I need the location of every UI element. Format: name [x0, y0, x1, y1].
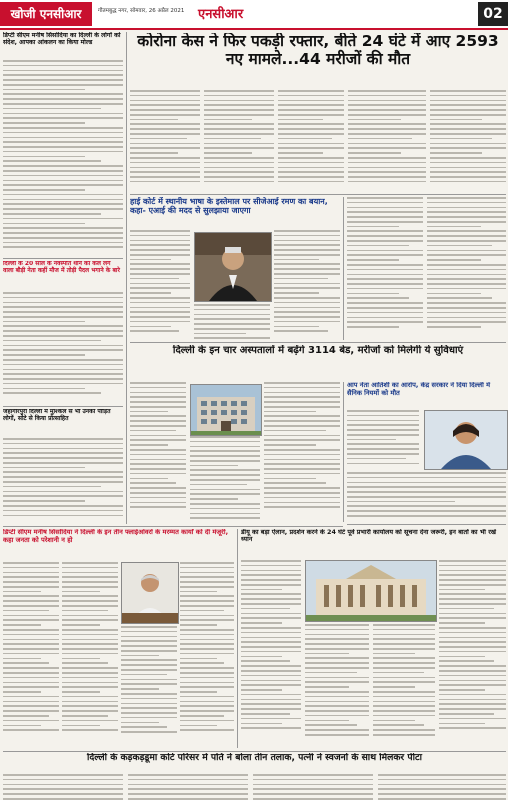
karkardooma-body-col1	[3, 774, 123, 800]
flyover-body-col3	[121, 626, 177, 748]
highcourt-photo-caption	[194, 304, 270, 340]
hospital-figures	[190, 436, 260, 522]
atishi-portrait-icon	[424, 410, 508, 470]
du-body-col1	[241, 560, 301, 748]
flyover-story	[3, 529, 233, 559]
lead-body-col4	[348, 90, 426, 190]
highcourt-story	[130, 197, 340, 227]
lead-headline: कोरोना केस ने फिर पकड़ी रफ्तार, बीते 24 घंटे में आए 2593 नए मामले...44 मरीजों की मौत	[137, 33, 499, 68]
jahangirpuri-headline: जहांगीरपुरी दिल्ली में मुश्किल से भी उनकी पीड़ित लोगों, सोटे से किया प्रोत्साहित	[3, 409, 111, 422]
hospital-body-col3	[264, 382, 340, 522]
delhi-story-2	[3, 261, 123, 289]
karkardooma-body-col2	[128, 774, 248, 800]
lead-story	[130, 33, 506, 85]
right-continuation-col1	[347, 197, 423, 340]
brand-logo: खोजी एनसीआर	[0, 2, 92, 26]
flyover-body-col2	[62, 562, 118, 748]
karkardooma-body-col4	[378, 774, 506, 800]
hospital-headline: दिल्ली के इन चार अस्पतालों में बढ़ेंगे 3114 बेड, मरीजों को मिलेगी ये सुविधाएं	[172, 345, 464, 356]
highcourt-body-col3	[274, 230, 340, 340]
du-building-icon	[305, 560, 437, 622]
hospital-building-icon	[190, 384, 262, 436]
sisodia-top-headline: डिप्टी सीएम मनीष सिसोदिया का दिल्ली के लोगों को संदेश, आपका आंकलन का किया मोल्ड	[3, 32, 121, 47]
flyover-meeting-icon	[121, 562, 179, 624]
atishi-story	[347, 382, 506, 408]
masthead	[0, 0, 508, 30]
hospital-body-col1	[130, 382, 186, 522]
du-body-col2	[305, 624, 369, 748]
du-body-col4	[439, 560, 506, 748]
jahangirpuri-body	[3, 438, 123, 524]
karkardooma-story	[3, 753, 506, 771]
karkardooma-body-col3	[253, 774, 373, 800]
judge-portrait-icon	[194, 232, 272, 302]
atishi-body-col1	[347, 410, 419, 468]
karkardooma-headline: दिल्ली के कड़कड़डूमा कोर्ट परिसर में पति ने बोला तीन तलाक, पत्नी ने स्वजनों के साथ मिलकर पीटा	[87, 753, 422, 763]
right-continuation-col2	[427, 197, 506, 340]
flyover-body-col1	[3, 562, 59, 748]
highcourt-body-col1	[130, 230, 190, 340]
atishi-headline: आप नेता आतिशी का आरोप, केंद्र सरकार ने दिया दिल्ली में सैनिक नियमों को मौत	[347, 382, 491, 397]
du-story	[241, 529, 506, 557]
delhi-story-2-body	[3, 292, 123, 404]
lead-body-col2	[204, 90, 274, 190]
section-title: एनसीआर	[198, 7, 244, 22]
delhi-story-2-headline: दिल्ली के 20 साल के नवस्पति थाने का कल लगें वाला बौड़ी नेता कहीं मौज में तोड़ी पैदल भगाने के बारे	[3, 261, 120, 274]
du-headline: डीयू का बड़ा ऐलान, प्रदर्शन करने के 24 घंटे पूर्व प्रभारी कार्यालय को सूचना देना जरूरी, इन बातों का भी रखें ध्यान	[241, 529, 497, 544]
lead-body-col3	[278, 90, 344, 190]
sisodia-top-body	[3, 60, 123, 256]
atishi-body-rest	[347, 472, 506, 522]
flyover-figures	[180, 562, 234, 748]
hospital-story	[130, 345, 506, 379]
lead-body-col1	[130, 90, 200, 190]
highcourt-headline: हाई कोर्ट में स्थानीय भाषा के इस्तेमाल पर सीजेआई रमण का बयान, कहा- एआई की मदद से सुलझाया जाएगा	[130, 197, 328, 216]
lead-body-col5	[430, 90, 506, 190]
flyover-headline: डिप्टी सीएम मनीष सिसोदिया ने दिल्ली के इन तीन फ्लाईओवरों के मरम्मत कार्यों को दी मंजूरी, कहा जनता को परेशानी न हो	[3, 529, 229, 544]
du-body-col3	[373, 624, 435, 748]
page-number: 02	[478, 2, 508, 26]
dateline: गौतमबुद्ध नगर, सोमवार, 26 अप्रैल 2021	[98, 8, 185, 14]
jahangirpuri-story	[3, 409, 123, 435]
